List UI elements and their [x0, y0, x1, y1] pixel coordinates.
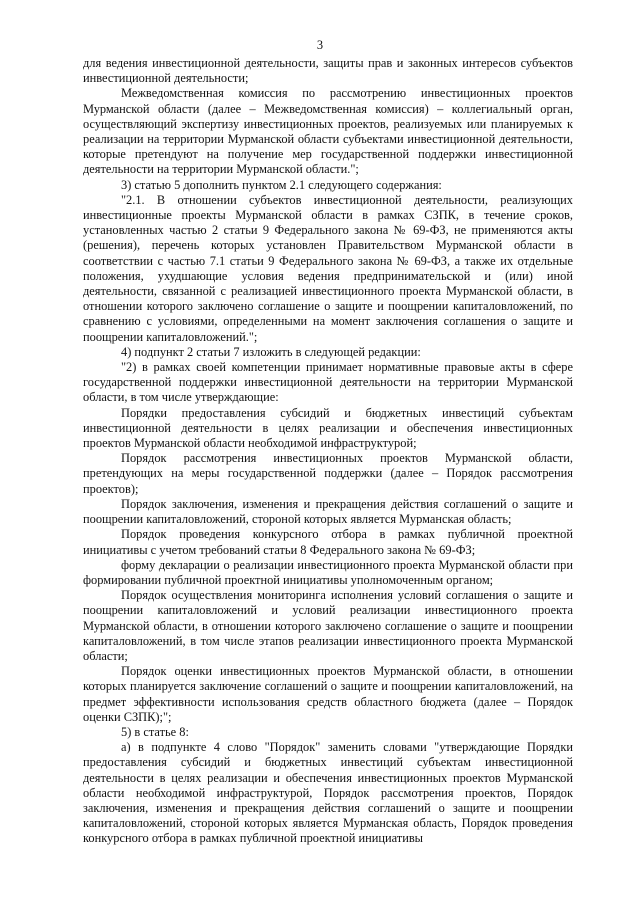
paragraph: форму декларации о реализации инвестиционного проекта Мурманской области при формировании публичной проектной инициативы уполномоченным органом;	[83, 557, 573, 587]
paragraph: Порядки предоставления субсидий и бюджетных инвестиций субъектам инвестиционной деятельности в целях реализации и обеспечения инвестиционных проектов Мурманской области необходимой инфраструктурой;	[83, 405, 573, 451]
page-number: 3	[316, 38, 324, 52]
paragraph: 3) статью 5 дополнить пунктом 2.1 следующего содержания:	[121, 177, 442, 192]
paragraph: Порядок проведения конкурсного отбора в рамках публичной проектной инициативы с учетом требований статьи 8 Федерального закона № 69-ФЗ;	[83, 527, 573, 557]
paragraph: 4) подпункт 2 статьи 7 изложить в следующей редакции:	[121, 344, 421, 359]
paragraph: Порядок оценки инвестиционных проектов Мурманской области, в отношении которых планируется заключение соглашений о защите и поощрении капиталовложений, на предмет эффективности использования средств областного бюджета (далее – Порядок оценки СЗПК);";	[83, 664, 573, 724]
paragraph: Порядок рассмотрения инвестиционных проектов Мурманской области, претендующих на меры государственной поддержки (далее – Порядок рассмотрения проектов);	[83, 451, 573, 496]
paragraph: Межведомственная комиссия по рассмотрению инвестиционных проектов Мурманской области (далее – Межведомственная комиссия) – коллегиальный орган, осуществляющий экспертизу инвестиционных проектов, реализуемых или планируемых к реализации на территории Мурманской области субъектами инвестиционной деятельности, которые претендуют на получение мер государственной поддержки инвестиционной деятельности на территории Мурманской области.";	[83, 86, 573, 177]
paragraph: Порядок заключения, изменения и прекращения действия соглашений о защите и поощрении капиталовложений, стороной которых является Мурманская область;	[83, 496, 573, 527]
document-body	[83, 56, 573, 847]
paragraph: а) в подпункте 4 слово "Порядок" заменить словами "утверждающие Порядки предоставления субсидий и бюджетных инвестиций субъектам инвестиционной деятельности в целях реализации и обеспечения инвестиционных проектов Мурманской области необходимой инфраструктурой, Порядок рассмотрения проектов, Порядок заключения, изменения и прекращения действия соглашений о защите и поощрении капиталовложений, стороной которых является Мурманская область, Порядок проведения конкурсного отбора в рамках публичной проектной инициативы	[83, 740, 573, 846]
paragraph: 5) в статье 8:	[121, 724, 189, 739]
paragraph: "2) в рамках своей компетенции принимает нормативные правовые акты в сфере государственной поддержки инвестиционной деятельности на территории Мурманской области, в том числе утверждающие:	[83, 360, 573, 405]
paragraph: "2.1. В отношении субъектов инвестиционной деятельности, реализующих инвестиционные проекты Мурманской области в рамках СЗПК, в течение сроков, установленных частью 2 статьи 9 Федерального закона № 69-ФЗ, не применяются акты (решения), перечень которых установлен Правительством Мурманской области в соответствии с частью 7.1 статьи 9 Федерального закона № 69-ФЗ, а также их отдельные положения, ухудшающие условия ведения предпринимательской и (или) иной деятельности, связанной с реализацией инвестиционного проекта Мурманской области, в отношении которого заключено соглашение о защите и поощрении капиталовложений, по сравнению с условиями, определенными на момент заключения соглашения о защите и поощрении капиталовложений.";	[83, 192, 573, 344]
paragraph: для ведения инвестиционной деятельности, защиты прав и законных интересов субъектов инвестиционной деятельности;	[83, 56, 573, 86]
paragraph: Порядок осуществления мониторинга исполнения условий соглашения о защите и поощрении капиталовложений и условий реализации инвестиционного проекта Мурманской области, в отношении которого заключено соглашение о защите и поощрении капиталовложений, в том числе этапов реализации инвестиционного проекта Мурманской области;	[83, 588, 573, 663]
